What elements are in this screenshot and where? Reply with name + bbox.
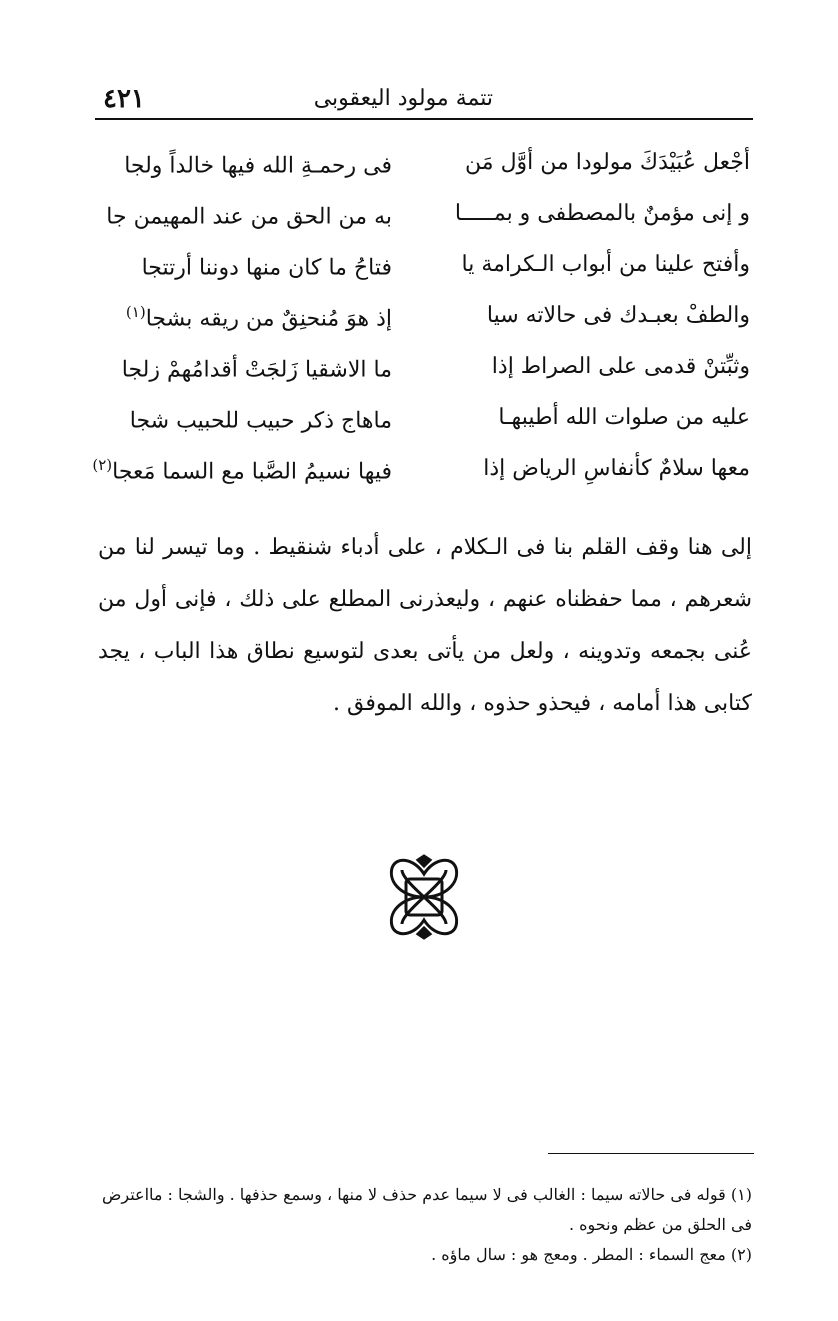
verse-first-hemistich: معها سلامٌ كأنفاسِ الرياض إذا — [483, 456, 750, 481]
verse-second-hemistich — [126, 303, 392, 331]
page-header — [95, 78, 753, 118]
footnote-marker: (٢) — [92, 456, 113, 474]
footnote-rule — [548, 1153, 754, 1154]
closing-paragraph: إلى هنا وقف القلم بنا فى الـكلام ، على أدباء شنقيط . وما تيسر لنا من شعرهم ، مما حفظناه عنهم ، وليعذرنى المطلع على ذلك ، فإنى أول من عُنى بجمعه وتدوينه ، ولعل من يأتى بعدى لتوسيع نطاق هذا الباب ، يجد كتابى هذا أمامه ، فيحذو حذوه ، والله الموفق . — [98, 535, 752, 716]
footnote-marker: (١) — [125, 303, 146, 321]
hemistich-text: ماهاج ذكر حبيب للحبيب شجا — [129, 408, 392, 434]
header-rule — [95, 118, 753, 120]
footnote: (٢) معج السماء : المطر . ومعج هو : سال ماؤه . — [431, 1245, 752, 1264]
footnotes — [98, 1180, 752, 1270]
hemistich-text: فتاحُ ما كان منها دوننا أرتتجا — [141, 255, 392, 281]
poem — [90, 140, 750, 497]
hemistich-text: إذ هوَ مُنحنِقٌ من ريقه بشجا — [145, 306, 392, 332]
verse-first-hemistich: و إنى مؤمنٌ بالمصطفى و بمـــــا — [454, 201, 750, 226]
verse — [90, 344, 750, 395]
verse — [90, 140, 750, 191]
celtic-knot-ornament-icon — [384, 854, 464, 940]
hemistich-text: فى رحمـةِ الله فيها خالداً ولجا — [124, 153, 392, 179]
verse — [90, 446, 750, 497]
verse-second-hemistich — [122, 354, 392, 382]
page-number: ٤٢١ — [103, 84, 145, 114]
hemistich-text: به من الحق من عند المهيمن جا — [106, 204, 392, 230]
hemistich-text: فيها نسيمُ الصَّبا مع السما مَعجا — [112, 459, 392, 485]
hemistich-text: ما الاشقيا زَلجَتْ أقدامُهمْ زلجا — [121, 357, 392, 383]
verse-second-hemistich — [124, 150, 392, 178]
running-title: تتمة مولود اليعقوبى — [313, 86, 493, 111]
verse-first-hemistich: عليه من صلوات الله أطيبهـا — [498, 405, 750, 430]
verse-first-hemistich: وثبِّتنْ قدمى على الصراط إذا — [491, 354, 750, 379]
verse-second-hemistich — [142, 252, 392, 280]
verse-first-hemistich: أجْعل عُبَيْدَكَ مولودا من أوَّل مَن — [465, 150, 750, 175]
verse — [90, 242, 750, 293]
verse — [90, 191, 750, 242]
verse-second-hemistich — [92, 456, 392, 484]
verse-first-hemistich: والطفْ بعبـدك فى حالاته سيا — [486, 303, 750, 328]
verse — [90, 293, 750, 344]
verse — [90, 395, 750, 446]
verse-second-hemistich — [106, 201, 392, 229]
verse-second-hemistich — [130, 405, 392, 433]
footnote: (١) قوله فى حالاته سيما : الغالب فى لا سيما عدم حذف لا منها ، وسمع حذفها . والشجا : مااعترض فى الحلق من عظم ونحوه . — [102, 1185, 752, 1234]
verse-first-hemistich: وأفتح علينا من أبواب الـكرامة يا — [461, 252, 750, 277]
